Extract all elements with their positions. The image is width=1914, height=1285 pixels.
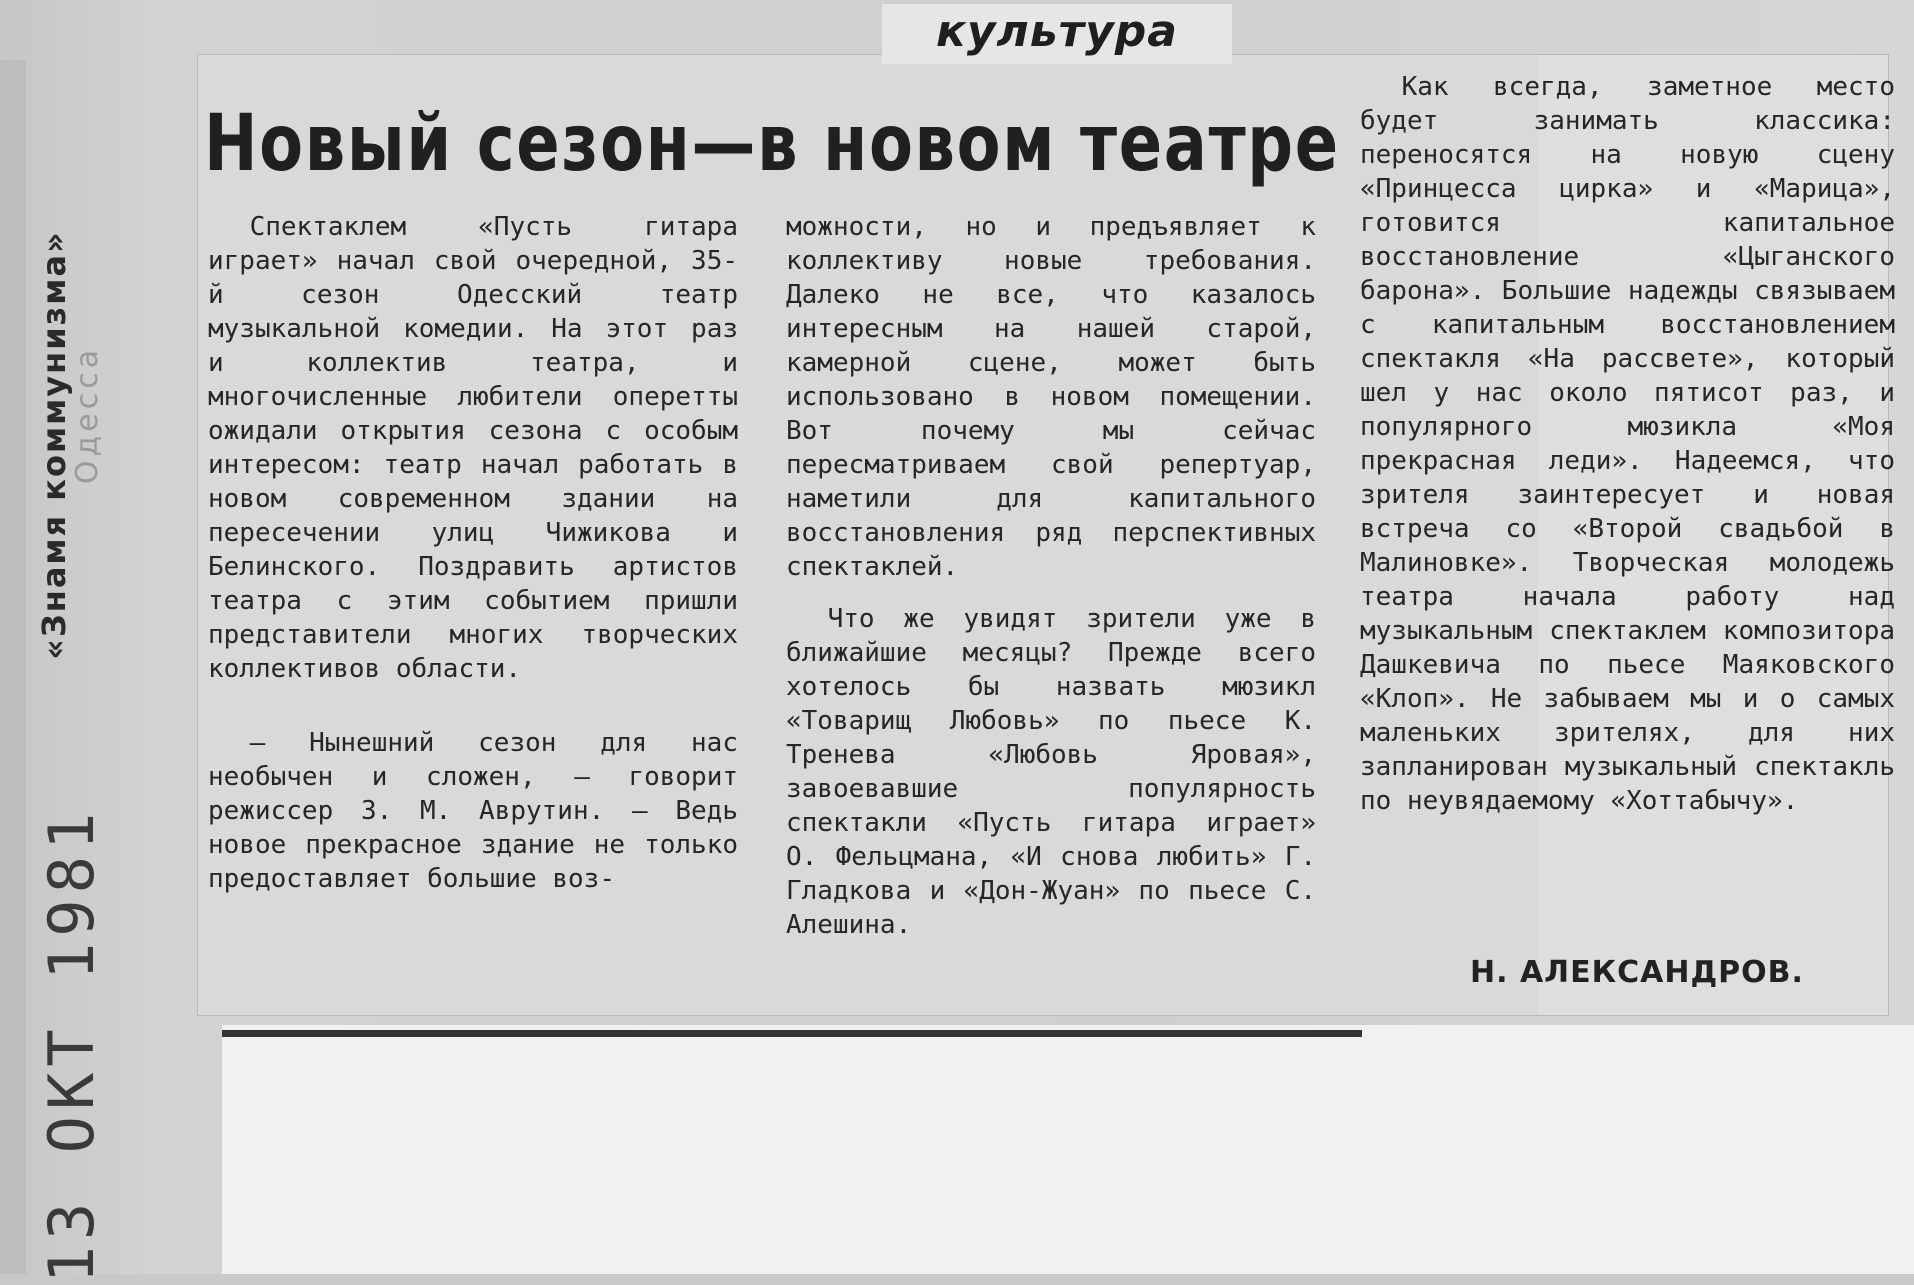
bottom-rule (222, 1030, 1362, 1037)
paragraph: Спектаклем «Пусть гитара играет» начал свой очередной, 35-й сезон Одесский театр музыкальной комедии. На этот раз и коллектив театра, и многочисленные любители оперетты ожидали открытия сезона с особым интересом: театр начал работать в новом современном здании на пересечении улиц Чижикова и Белинского. Поздравить артистов театра с этим событием пришли представители многих творческих коллективов области. (208, 212, 738, 684)
paragraph: Как всегда, заметное место будет занимать классика: переносятся на новую сцену «Принцесса цирка» и «Марица», готовится капитальное восстановление «Цыганского барона». Большие надежды связываем с капитальным восстановлением спектакля «На рассвете», который шел у нас около пятисот раз, и популярного мюзикла «Моя прекрасная леди». Надеемся, что зрителя заинтересует и новая встреча со «Второй свадьбой в Малиновке». Творческая молодежь театра начала работу над музыкальным спектаклем композитора Дашкевича по пьесе Маяковского «Клоп». Не забываем мы и о самых маленьких зрителях, для них запланирован музыкальный спектакль по неувядаемому «Хоттабычу». (1360, 72, 1895, 816)
mounting-card (222, 1025, 1914, 1274)
article-column-3 (1360, 70, 1895, 818)
newspaper-masthead: «Знамя коммунизма» (35, 230, 73, 660)
paragraph: Что же увидят зрители уже в ближайшие месяцы? Прежде всего хотелось бы назвать мюзикл «Товарищ Любовь» по пьесе К. Тренева «Любовь Яровая», завоевавшие популярность спектакли «Пусть гитара играет» О. Фельцмана, «И снова любить» Г. Гладкова и «Дон-Жуан» по пьесе С. Алешина. (786, 604, 1316, 940)
date-stamp: 13 ОКТ 1981 (35, 806, 108, 1284)
article-column-2 (786, 210, 1316, 942)
paragraph: можности, но и предъявляет к коллективу новые требования. Далеко не все, что казалось интересным на нашей старой, камерной сцене, может быть использовано в новом помещении. Вот почему мы сейчас пересматриваем свой репертуар, наметили для капитального восстановления ряд перспективных спектаклей. (786, 212, 1316, 582)
article-headline: Новый сезон—в новом театре (204, 99, 1340, 189)
author-signature: Н. АЛЕКСАНДРОВ. (1470, 955, 1804, 990)
section-label: культура (936, 6, 1178, 57)
paragraph: — Нынешний сезон для нас необычен и сложен, — говорит режиссер З. М. Аврутин. — Ведь новое прекрасное здание не только предоставляет большие воз- (208, 728, 738, 894)
mount-left-edge (0, 60, 26, 1274)
article-column-1 (208, 210, 738, 896)
city-stamp: Одесса (70, 345, 105, 485)
